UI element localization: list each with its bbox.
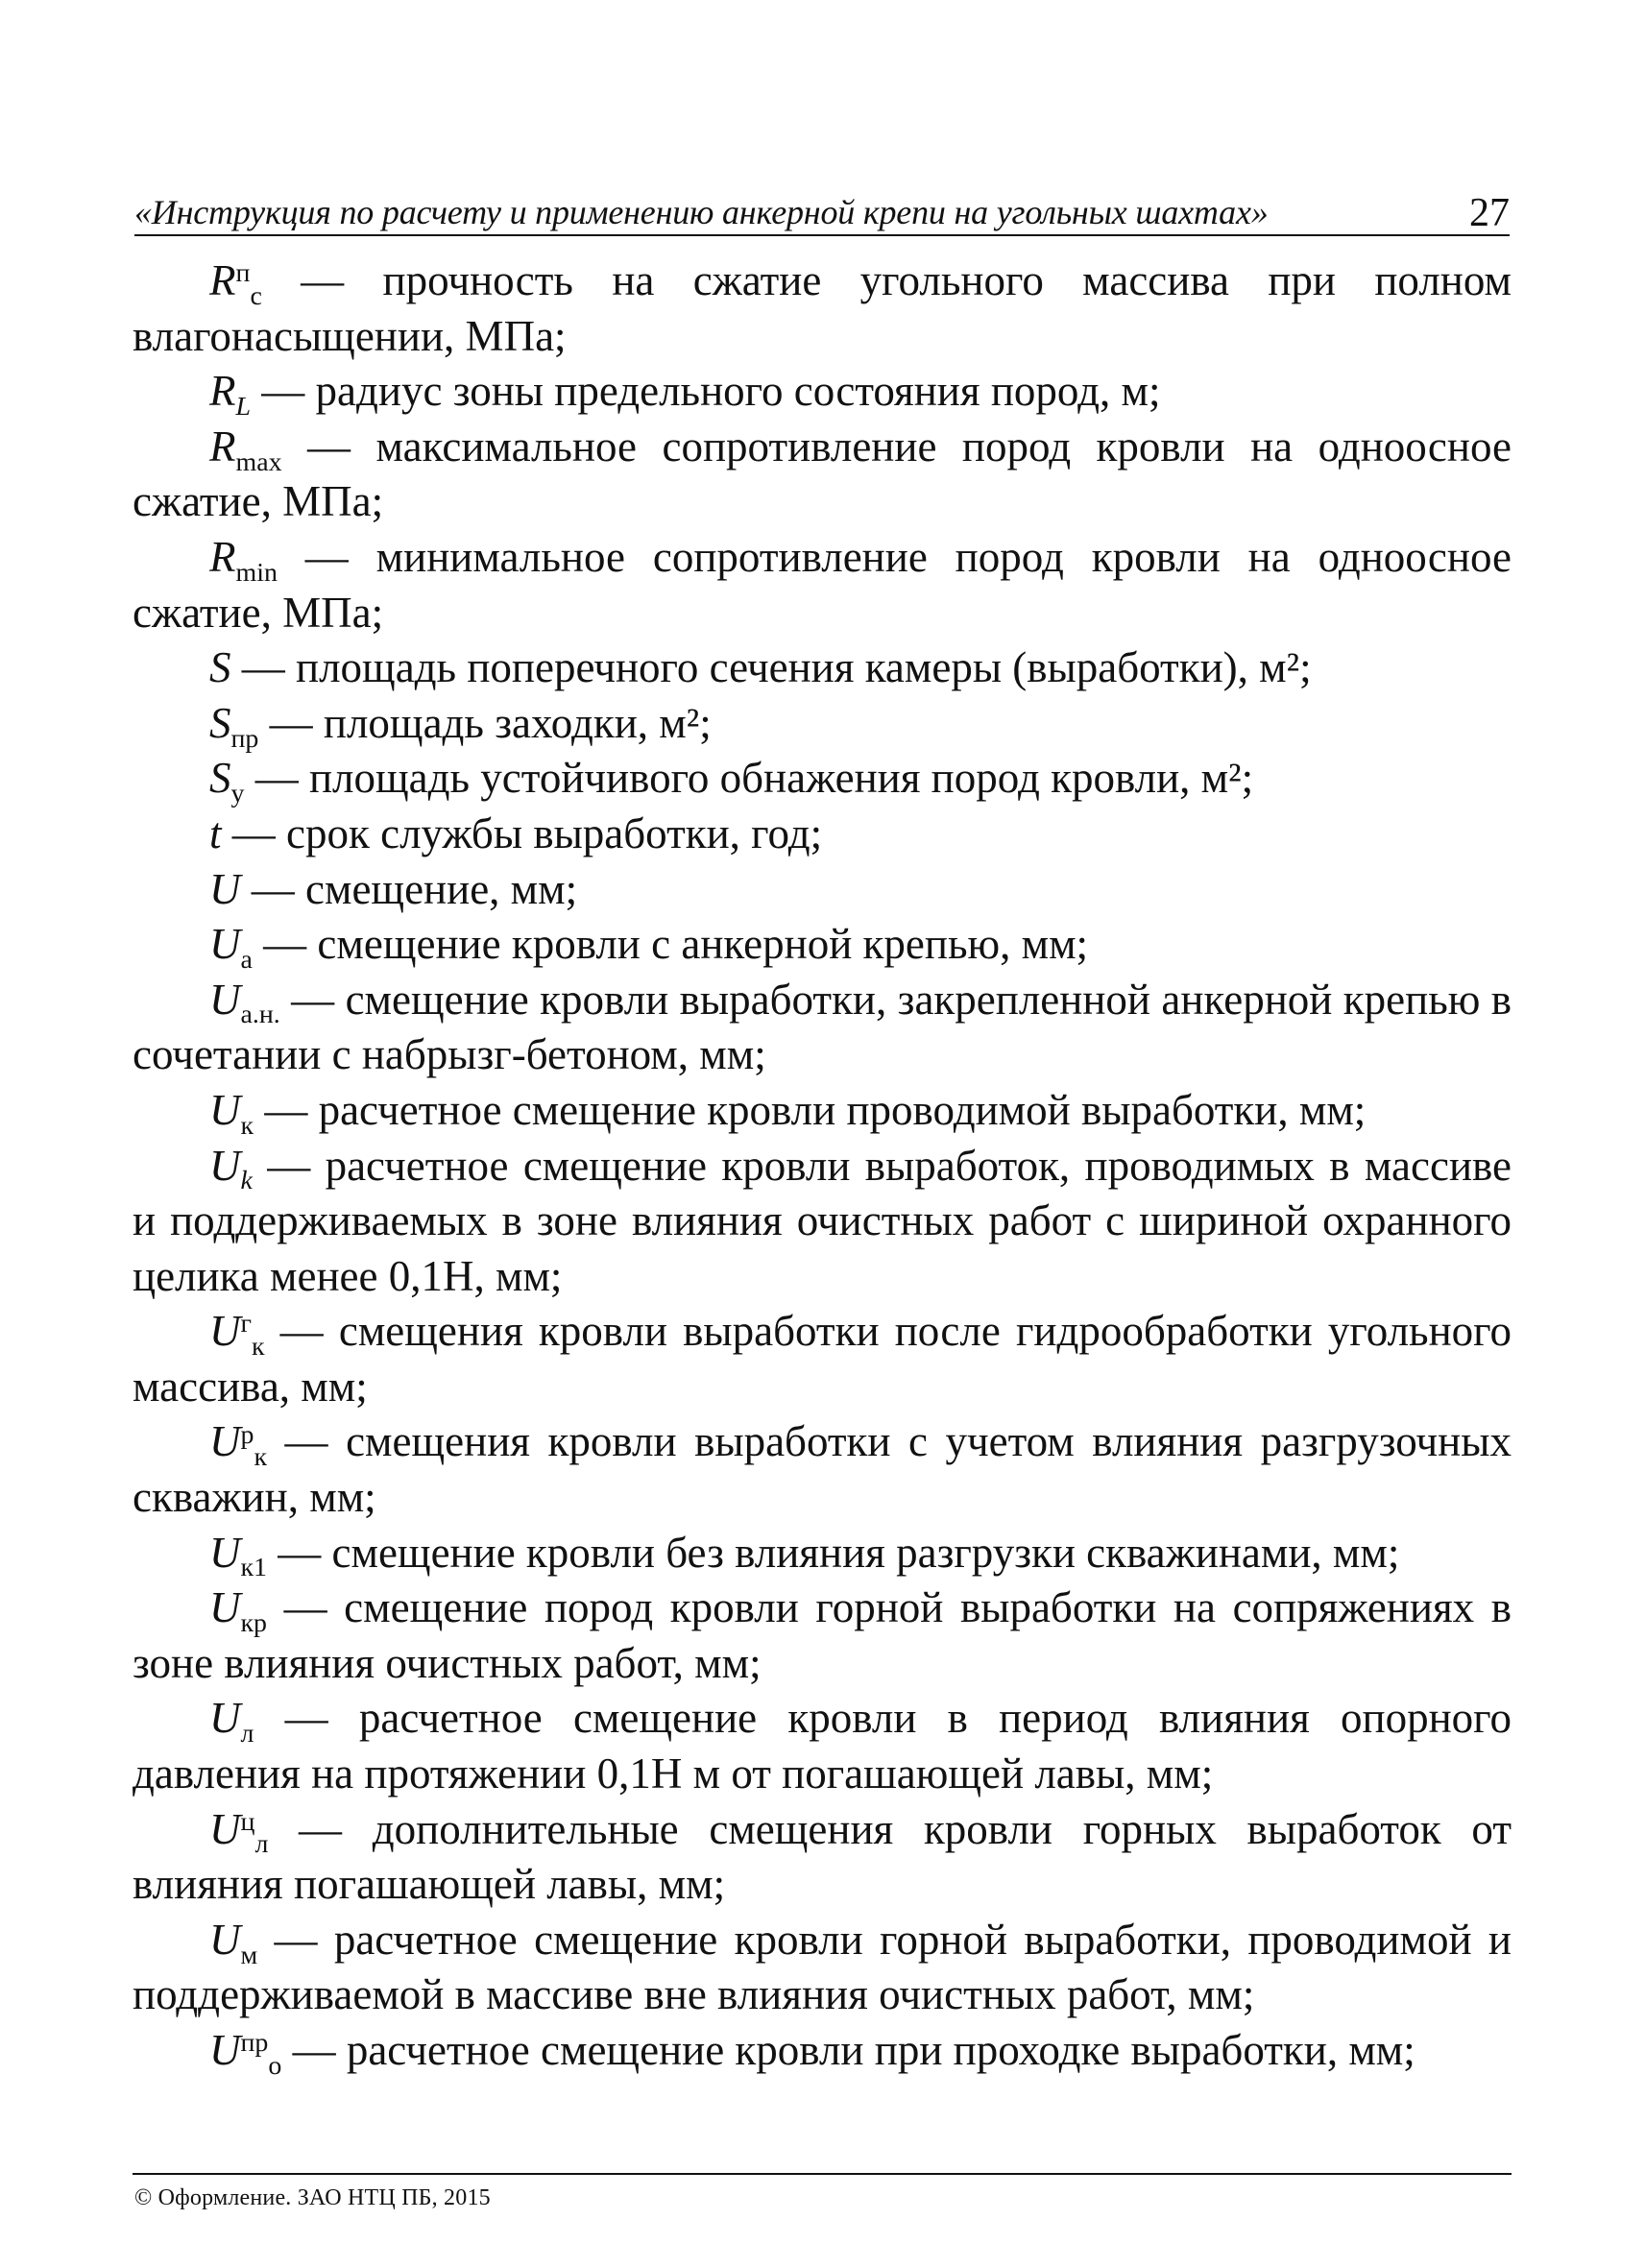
definition: — площадь поперечного сечения камеры (выработки), м²; bbox=[230, 643, 1312, 692]
symbol: R bbox=[209, 422, 236, 470]
definition: — максимальное сопротивление пород кровли на одноосное сжатие, МПа; bbox=[133, 422, 1512, 526]
definition: — площадь устойчивого обнажения пород кровли, м²; bbox=[244, 754, 1254, 803]
list-item bbox=[133, 1913, 1512, 2023]
definition: — минимальное сопротивление пород кровли на одноосное сжатие, МПа; bbox=[133, 532, 1512, 637]
definition: — смещение кровли выработки, закрепленной анкерной крепью в сочетании с набрызг-бетоном, мм; bbox=[133, 975, 1512, 1079]
definition: — смещение кровли с анкерной крепью, мм; bbox=[252, 920, 1089, 969]
symbol-sub: к1 bbox=[240, 1553, 267, 1583]
list-item bbox=[133, 751, 1512, 807]
symbol: R bbox=[209, 256, 236, 304]
symbol: U bbox=[209, 2026, 241, 2074]
list-item bbox=[133, 1802, 1512, 1913]
symbol-sub: у bbox=[230, 779, 245, 809]
definition: — расчетное смещение кровли выработок, проводимых в массиве и поддерживаемых в зоне влияния очистных работ с шириной охранного целика менее 0,1H, мм; bbox=[133, 1141, 1512, 1300]
list-item bbox=[133, 1083, 1512, 1139]
definition: — прочность на сжатие угольного массива при полном влагонасыщении, МПа; bbox=[133, 256, 1512, 360]
list-item bbox=[133, 1304, 1512, 1414]
list-item bbox=[133, 862, 1512, 918]
symbol: U bbox=[209, 1583, 241, 1632]
symbol: U bbox=[209, 864, 241, 913]
symbol-sub: k bbox=[240, 1166, 253, 1196]
list-item bbox=[133, 917, 1512, 973]
list-item bbox=[133, 1139, 1512, 1305]
symbol: U bbox=[209, 1307, 241, 1356]
symbol-sup: г bbox=[240, 1309, 252, 1339]
definition: — расчетное смещение кровли в период влияния опорного давления на протяжении 0,1H м от погашающей лавы, мм; bbox=[133, 1694, 1512, 1798]
definition: — смещения кровли выработки с учетом влияния разгрузочных скважин, мм; bbox=[133, 1417, 1512, 1522]
symbol-sub: л bbox=[240, 1719, 254, 1749]
running-header bbox=[134, 190, 1510, 236]
list-item bbox=[133, 973, 1512, 1083]
symbol: U bbox=[209, 1085, 241, 1134]
symbol: S bbox=[209, 754, 231, 803]
symbol-sub: а.н. bbox=[240, 1000, 280, 1030]
symbol: U bbox=[209, 1804, 241, 1853]
symbol: U bbox=[209, 975, 241, 1024]
definition: — расчетное смещение кровли проводимой выработки, мм; bbox=[254, 1085, 1367, 1134]
symbol-sub: а bbox=[240, 944, 253, 975]
running-title: «Инструкция по расчету и применению анкерной крепи на угольных шахтах» bbox=[134, 193, 1269, 231]
footer-copyright: © Оформление. ЗАО НТЦ ПБ, 2015 bbox=[134, 2185, 491, 2210]
symbol-sup: ц bbox=[240, 1806, 255, 1837]
footer-divider bbox=[133, 2173, 1512, 2175]
page-number: 27 bbox=[1469, 191, 1510, 235]
definition: — расчетное смещение кровли горной выработки, проводимой и поддерживаемой в массиве вне влияния очистных работ, мм; bbox=[133, 1915, 1512, 2019]
symbol: S bbox=[209, 698, 231, 747]
list-item bbox=[133, 1580, 1512, 1691]
symbol-sup: п bbox=[235, 258, 251, 289]
symbol-sub: м bbox=[240, 1940, 258, 1970]
symbol-sub: с bbox=[250, 280, 262, 311]
list-item bbox=[133, 420, 1512, 530]
list-item bbox=[133, 807, 1512, 862]
symbol-sub: к bbox=[254, 1442, 268, 1473]
definition: — расчетное смещение кровли при проходке выработки, мм; bbox=[281, 2026, 1415, 2074]
symbol: U bbox=[209, 1417, 241, 1466]
symbol: U bbox=[209, 920, 241, 969]
symbol-sub: max bbox=[235, 446, 282, 477]
symbol-sub: L bbox=[235, 391, 252, 422]
definition: — смещение, мм; bbox=[240, 864, 578, 913]
list-item bbox=[133, 2023, 1512, 2079]
list-item bbox=[133, 253, 1512, 364]
symbol: R bbox=[209, 532, 236, 581]
list-item bbox=[133, 696, 1512, 752]
definition: — радиус зоны предельного состояния пород, м; bbox=[251, 367, 1161, 416]
symbol-sub: к bbox=[240, 1110, 254, 1141]
symbol-sub: min bbox=[235, 557, 278, 588]
list-item bbox=[133, 1526, 1512, 1581]
definition: — смещения кровли выработки после гидрообработки угольного массива, мм; bbox=[133, 1307, 1512, 1411]
symbol-list bbox=[133, 253, 1512, 2079]
symbol: t bbox=[209, 808, 222, 857]
list-item bbox=[133, 1691, 1512, 1801]
symbol: U bbox=[209, 1915, 241, 1964]
definition: — смещение пород кровли горной выработки на сопряжениях в зоне влияния очистных работ, мм; bbox=[133, 1583, 1512, 1687]
symbol-sub: пр bbox=[230, 723, 259, 754]
symbol: S bbox=[209, 643, 231, 692]
list-item bbox=[133, 1414, 1512, 1525]
definition: — срок службы выработки, год; bbox=[221, 808, 823, 857]
symbol-sup: пр bbox=[240, 2028, 269, 2059]
list-item bbox=[133, 640, 1512, 696]
definition: — дополнительные смещения кровли горных выработок от влияния погашающей лавы, мм; bbox=[133, 1804, 1512, 1909]
symbol: U bbox=[209, 1528, 241, 1577]
list-item bbox=[133, 364, 1512, 420]
symbol-sub: кр bbox=[240, 1608, 267, 1638]
symbol: U bbox=[209, 1694, 241, 1743]
symbol-sup: р bbox=[240, 1419, 254, 1450]
definition: — площадь заходки, м²; bbox=[258, 698, 712, 747]
symbol: R bbox=[209, 367, 236, 416]
definition: — смещение кровли без влияния разгрузки скважинами, мм; bbox=[267, 1528, 1400, 1577]
symbol-sub: о bbox=[268, 2050, 282, 2081]
symbol-sub: л bbox=[254, 1829, 269, 1860]
symbol-sub: к bbox=[251, 1332, 265, 1363]
list-item bbox=[133, 530, 1512, 640]
symbol: U bbox=[209, 1141, 241, 1190]
